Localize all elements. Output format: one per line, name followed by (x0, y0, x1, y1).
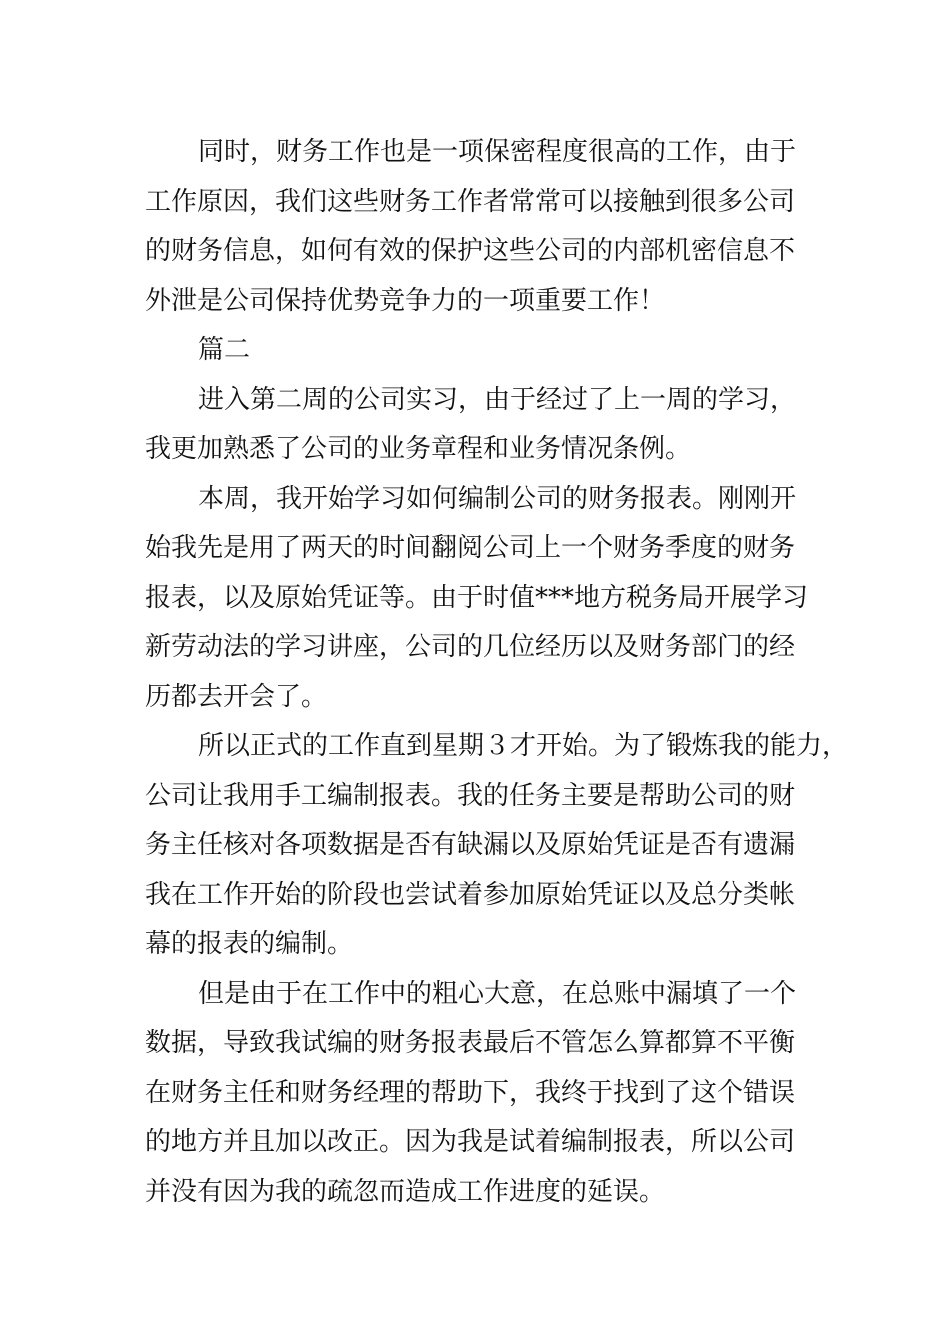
text-line: 所以正式的工作直到星期３才开始。为了锻炼我的能力， (198, 731, 849, 761)
text-line: 工作原因，我们这些财务工作者常常可以接触到很多公司 (145, 186, 796, 217)
text-line: 但是由于在工作中的粗心大意，在总账中漏填了一个 (198, 978, 797, 1009)
text-line: 并没有因为我的疏忽而造成工作进度的延误。 (145, 1176, 666, 1207)
text-line: 的地方并且加以改正。因为我是试着编制报表，所以公司 (145, 1127, 796, 1157)
text-line: 外泄是公司保持优势竞争力的一项重要工作！ (145, 285, 666, 316)
text-line: 在财务主任和财务经理的帮助下，我终于找到了这个错误 (145, 1077, 796, 1108)
text-line: 进入第二周的公司实习，由于经过了上一周的学习， (198, 384, 797, 415)
text-line: 务主任核对各项数据是否有缺漏以及原始凭证是否有遗漏 (145, 830, 796, 860)
text-line: 幕的报表的编制。 (145, 929, 354, 959)
text-line: 的财务信息，如何有效的保护这些公司的内部机密信息不 (145, 236, 796, 266)
text-line: 我在工作开始的阶段也尝试着参加原始凭证以及总分类帐 (145, 879, 796, 910)
text-line: 本周，我开始学习如何编制公司的财务报表。刚刚开 (198, 483, 797, 514)
text-line: 公司让我用手工编制报表。我的任务主要是帮助公司的财 (145, 780, 796, 811)
text-line: 数据，导致我试编的财务报表最后不管怎么算都算不平衡 (145, 1028, 796, 1058)
document-body (145, 128, 849, 1217)
text-line: 始我先是用了两天的时间翻阅公司上一个财务季度的财务 (145, 533, 796, 563)
text-line: 我更加熟悉了公司的业务章程和业务情况条例。 (145, 434, 692, 464)
text-line: 新劳动法的学习讲座，公司的几位经历以及财务部门的经 (145, 632, 796, 662)
text-line: 同时，财务工作也是一项保密程度很高的工作，由于 (198, 137, 797, 167)
text-line: 报表，以及原始凭证等。由于时值***地方税务局开展学习 (145, 582, 809, 613)
text-line: 篇二 (198, 335, 251, 365)
text-line: 历都去开会了。 (145, 681, 328, 712)
